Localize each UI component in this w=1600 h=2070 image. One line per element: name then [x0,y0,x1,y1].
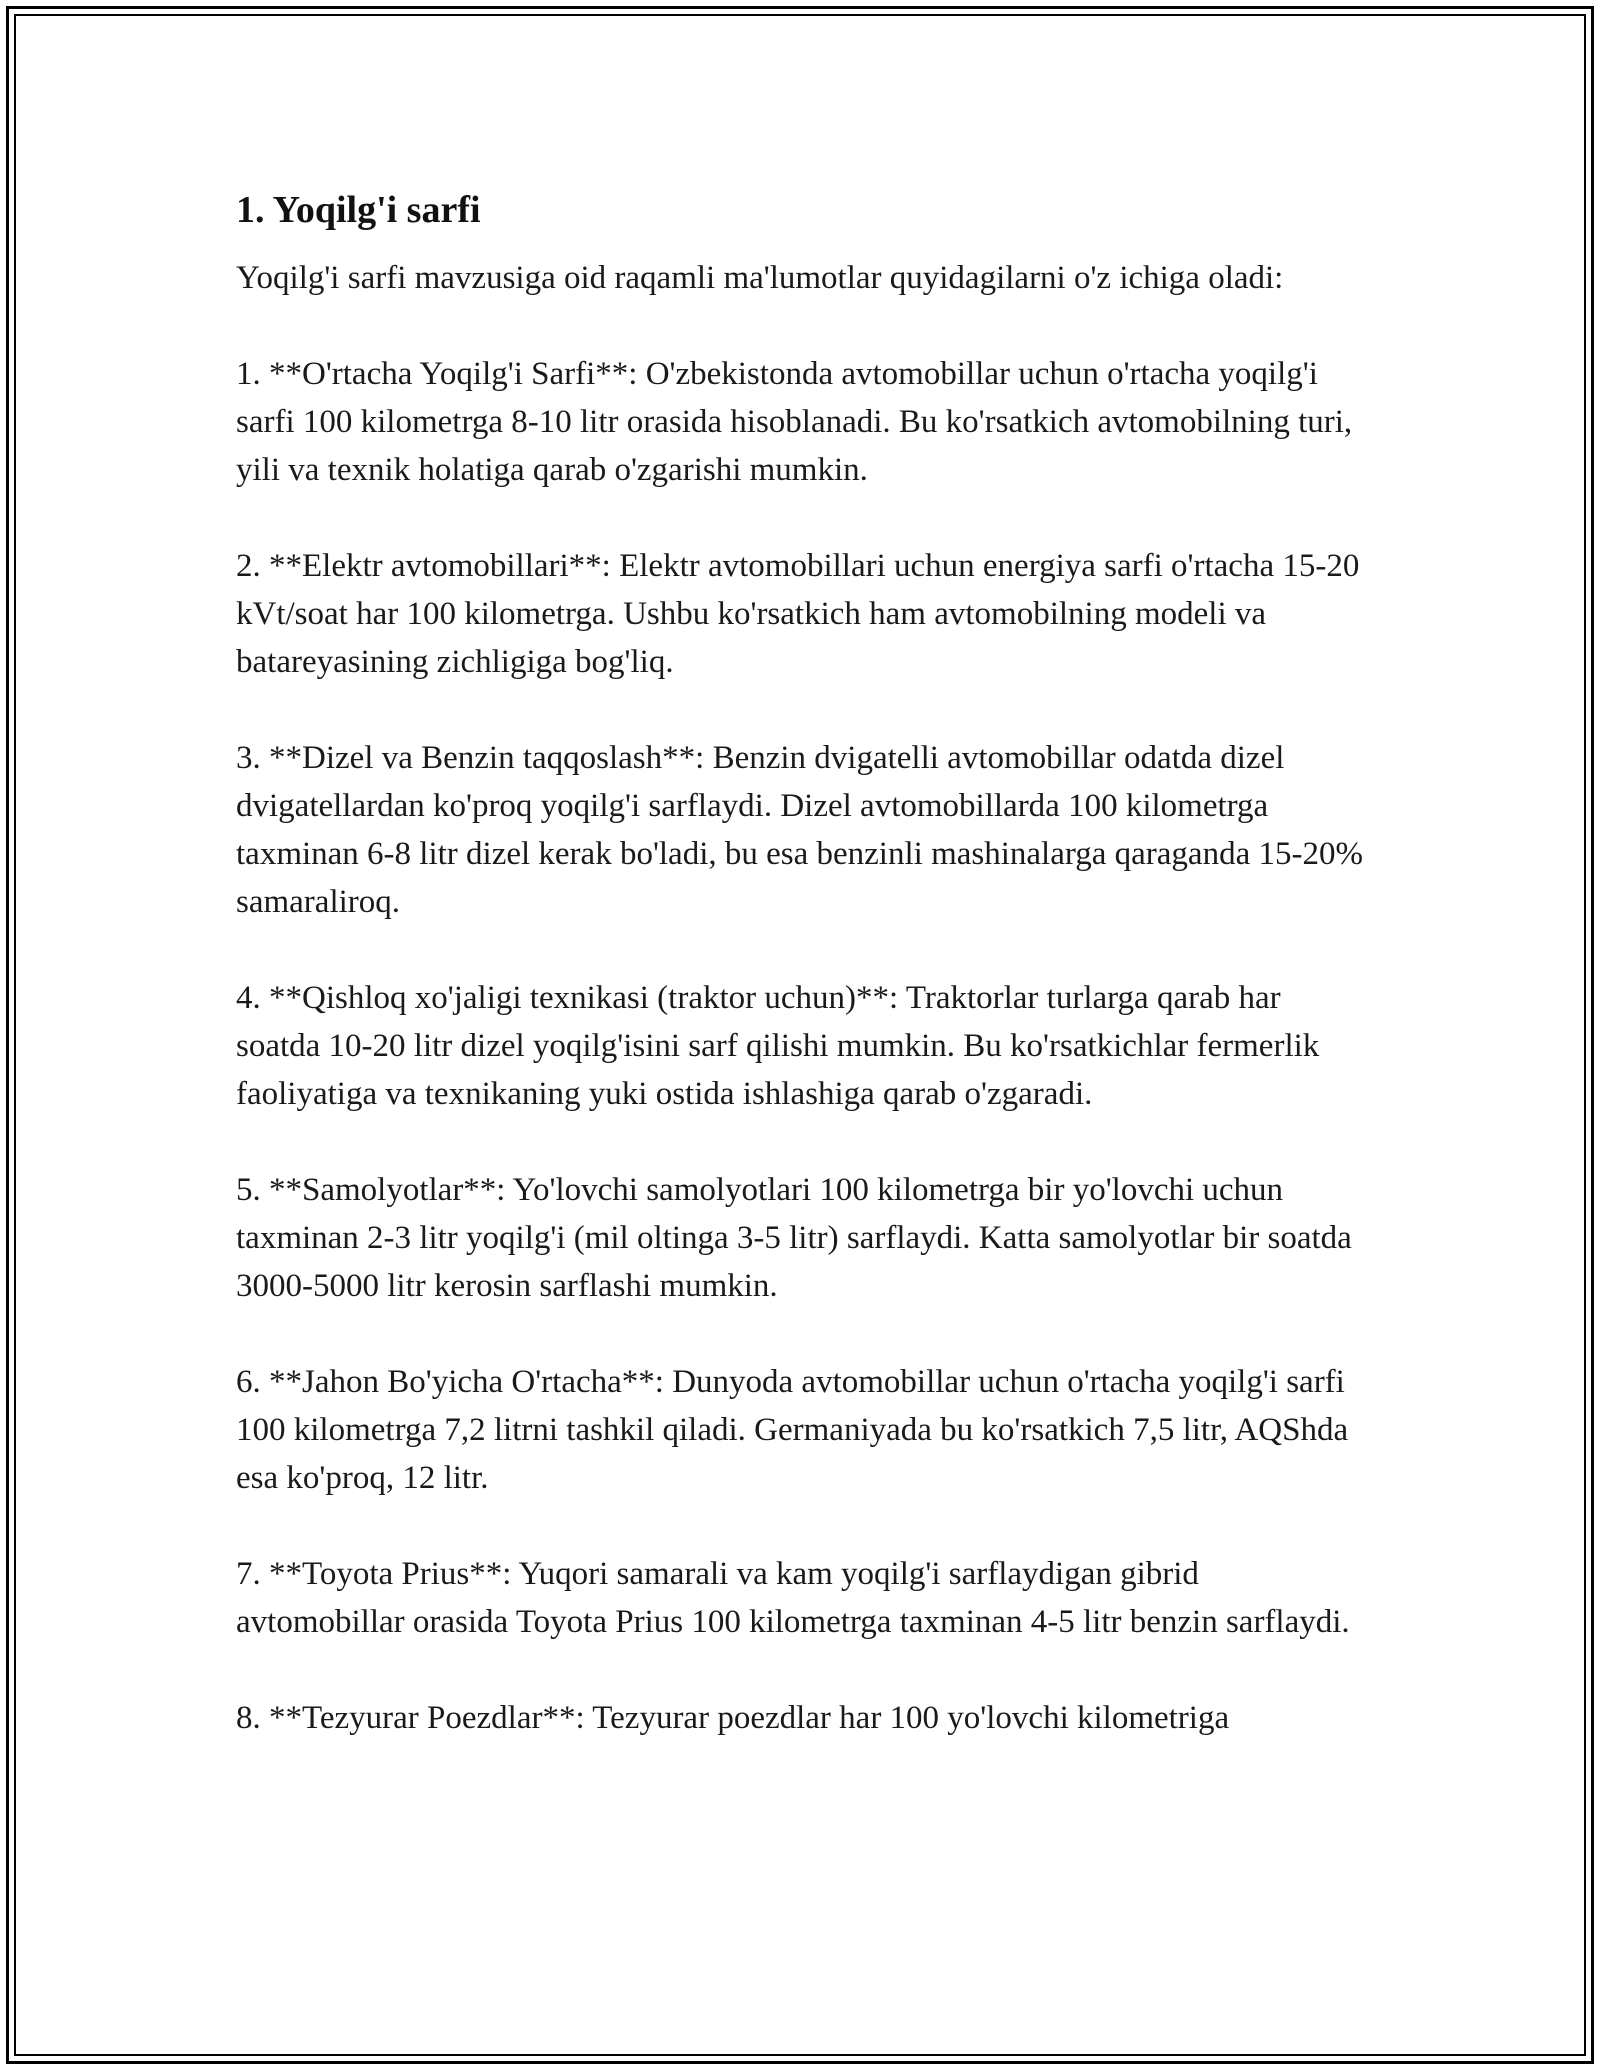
list-item-5: 5. **Samolyotlar**: Yo'lovchi samolyotlari 100 kilometrga bir yo'lovchi uchun taxminan 2-3 litr yoqilg'i (mil oltinga 3-5 litr) sarflaydi. Katta samolyotlar bir soatda 3000-5000 litr kerosin sarflashi mumkin. [236,1172,1352,1304]
list-item-7: 7. **Toyota Prius**: Yuqori samarali va kam yoqilg'i sarflaydigan gibrid avtomobillar orasida Toyota Prius 100 kilometrga taxminan 4-5 litr benzin sarflaydi. [236,1556,1350,1640]
list-item-3: 3. **Dizel va Benzin taqqoslash**: Benzin dvigatelli avtomobillar odatda dizel dvigatellardan ko'proq yoqilg'i sarflaydi. Dizel avtomobillarda 100 kilometrga taxminan 6-8 litr dizel kerak bo'ladi, bu esa benzinli mashinalarga qaraganda 15-20% samaraliroq. [236,740,1363,920]
list-item-1: 1. **O'rtacha Yoqilg'i Sarfi**: O'zbekistonda avtomobillar uchun o'rtacha yoqilg'i sarfi 100 kilometrga 8-10 litr orasida hisoblanadi. Bu ko'rsatkich avtomobilning turi, yili va texnik holatiga qarab o'zgarishi mumkin. [236,356,1353,488]
list-item-2: 2. **Elektr avtomobillari**: Elektr avtomobillari uchun energiya sarfi o'rtacha 15-20 kVt/soat har 100 kilometrga. Ushbu ko'rsatkich ham avtomobilning modeli va batareyasining zichligiga bog'liq. [236,548,1360,680]
intro-paragraph: Yoqilg'i sarfi mavzusiga oid raqamli ma'lumotlar quyidagilarni o'z ichiga oladi: [236,260,1284,296]
document-body [236,186,1366,1790]
list-item-6: 6. **Jahon Bo'yicha O'rtacha**: Dunyoda avtomobillar uchun o'rtacha yoqilg'i sarfi 100 kilometrga 7,2 litrni tashkil qiladi. Germaniyada bu ko'rsatkich 7,5 litr, AQShda esa ko'proq, 12 litr. [236,1364,1349,1496]
section-heading: 1. Yoqilg'i sarfi [236,189,481,231]
list-item-8: 8. **Tezyurar Poezdlar**: Tezyurar poezdlar har 100 yo'lovchi kilometriga [236,1700,1230,1736]
list-item-4: 4. **Qishloq xo'jaligi texnikasi (traktor uchun)**: Traktorlar turlarga qarab har soatda 10-20 litr dizel yoqilg'isini sarf qilishi mumkin. Bu ko'rsatkichlar fermerlik faoliyatiga va texnikaning yuki ostida ishlashiga qarab o'zgaradi. [236,980,1320,1112]
